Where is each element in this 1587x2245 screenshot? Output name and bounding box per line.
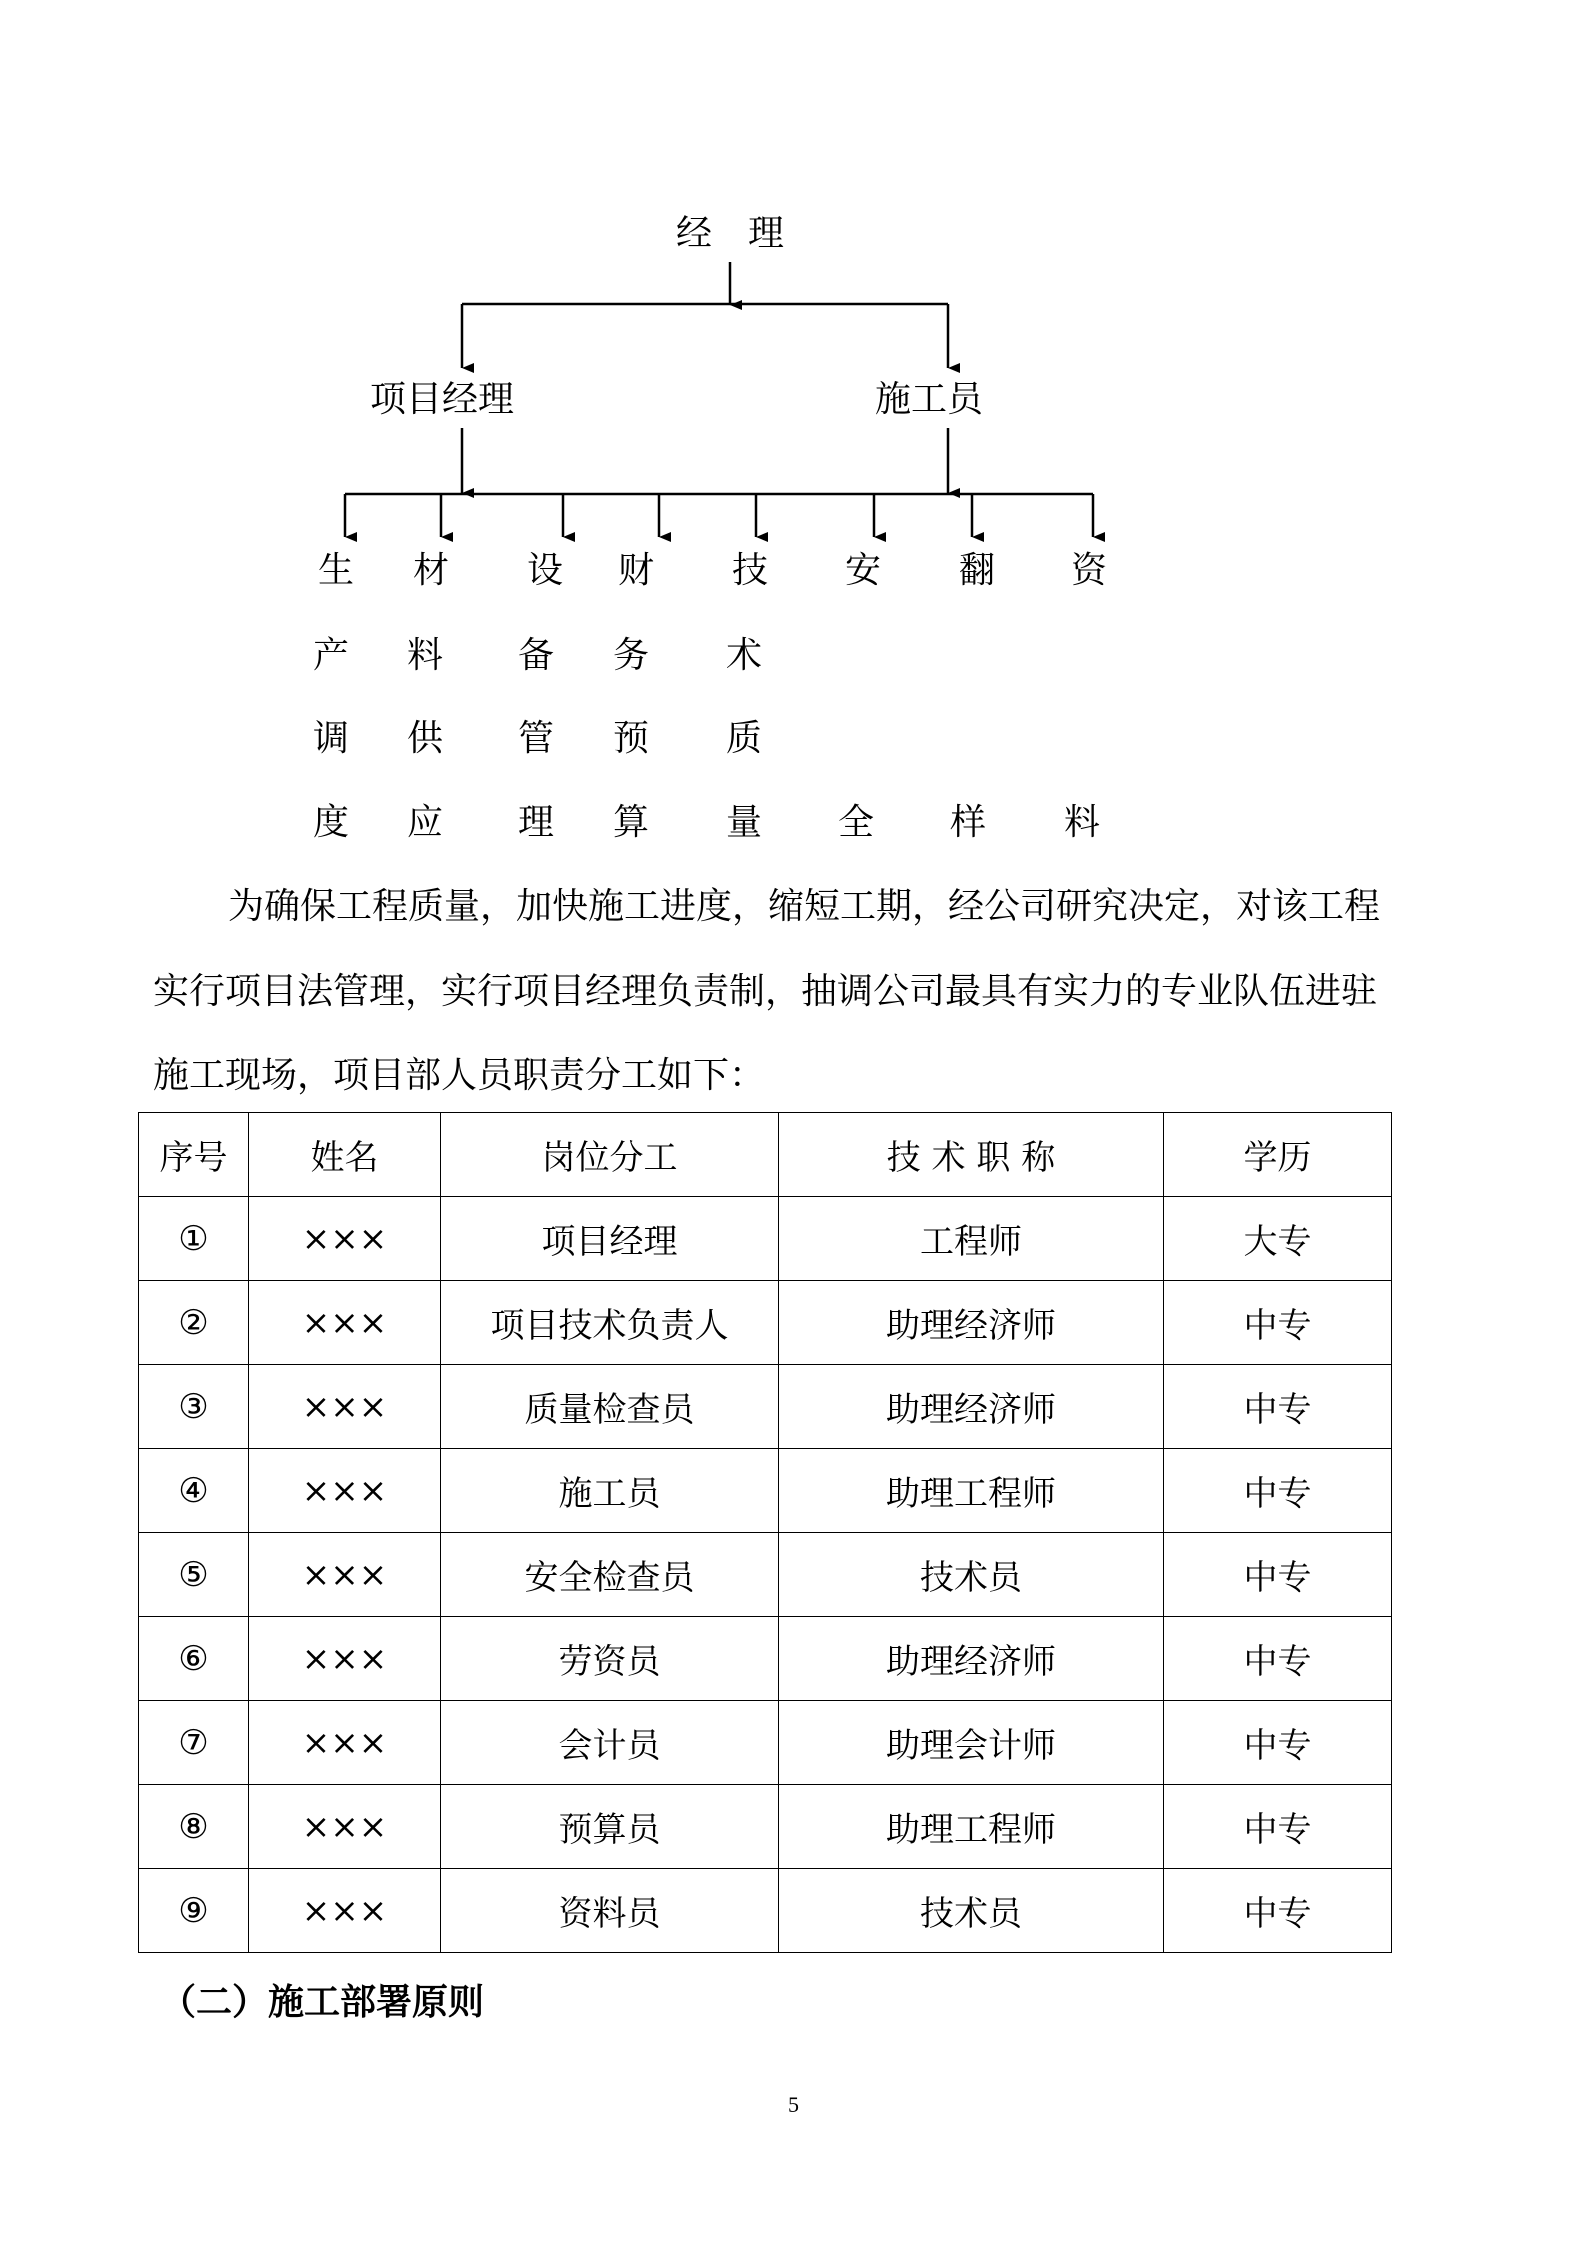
cell-title: 技术员 (779, 1533, 1164, 1617)
cell-name: ××× (249, 1449, 441, 1533)
table-row (139, 1617, 1392, 1701)
cell-role: 预算员 (441, 1785, 779, 1869)
cell-education: 中专 (1164, 1533, 1392, 1617)
header-cell: 姓名 (249, 1113, 441, 1197)
dept-materials-char: 供 (406, 718, 443, 759)
cell-education: 中专 (1164, 1869, 1392, 1953)
cell-education: 大专 (1164, 1197, 1392, 1281)
dept-finance-char: 预 (612, 718, 649, 759)
dept-materials-char: 材 (412, 550, 449, 591)
cell-title: 助理工程师 (779, 1449, 1164, 1533)
org-project-manager: 项目经理 (370, 379, 515, 420)
cell-name: ××× (249, 1365, 441, 1449)
dept-safety-char: 全 (837, 802, 874, 843)
dept-technical-char: 量 (725, 802, 762, 843)
dept-finance-char: 务 (612, 635, 649, 676)
dept-technical-char: 技 (731, 550, 768, 591)
cell-name: ××× (249, 1701, 441, 1785)
cell-name: ××× (249, 1533, 441, 1617)
dept-finance-char: 算 (612, 802, 649, 843)
table-row (139, 1449, 1392, 1533)
dept-materials-char: 应 (406, 802, 443, 843)
dept-equipment-char: 设 (526, 550, 563, 591)
cell-seq: ⑤ (139, 1533, 249, 1617)
dept-safety-char: 安 (844, 550, 881, 591)
cell-name: ××× (249, 1617, 441, 1701)
org-chart-connectors (0, 0, 1587, 900)
org-construction-officer: 施工员 (875, 379, 984, 420)
staff-table (138, 1112, 1392, 1953)
table-header-row (139, 1113, 1392, 1197)
cell-name: ××× (249, 1869, 441, 1953)
dept-records-char: 料 (1063, 802, 1100, 843)
cell-title: 工程师 (779, 1197, 1164, 1281)
cell-seq: ⑧ (139, 1785, 249, 1869)
dept-technical-char: 质 (725, 718, 762, 759)
paragraph-line-2: 实行项目法管理，实行项目经理负责制，抽调公司最具有实力的专业队伍进驻 (153, 971, 1378, 1012)
table-row (139, 1785, 1392, 1869)
table-row (139, 1701, 1392, 1785)
cell-role: 项目经理 (441, 1197, 779, 1281)
cell-seq: ② (139, 1281, 249, 1365)
table-row (139, 1281, 1392, 1365)
header-cell: 技 术 职 称 (779, 1113, 1164, 1197)
dept-production-char: 生 (317, 550, 354, 591)
dept-production-char: 调 (312, 718, 349, 759)
dept-layout-char: 样 (949, 802, 986, 843)
cell-seq: ⑨ (139, 1869, 249, 1953)
cell-education: 中专 (1164, 1449, 1392, 1533)
table-row (139, 1197, 1392, 1281)
cell-seq: ⑥ (139, 1617, 249, 1701)
cell-role: 质量检查员 (441, 1365, 779, 1449)
dept-finance-char: 财 (617, 550, 654, 591)
org-top-manager: 经 理 (676, 213, 785, 254)
cell-title: 技术员 (779, 1869, 1164, 1953)
cell-name: ××× (249, 1785, 441, 1869)
cell-seq: ④ (139, 1449, 249, 1533)
cell-title: 助理经济师 (779, 1617, 1164, 1701)
table-row (139, 1365, 1392, 1449)
cell-title: 助理经济师 (779, 1281, 1164, 1365)
dept-equipment-char: 理 (517, 802, 554, 843)
dept-equipment-char: 管 (517, 718, 554, 759)
dept-equipment-char: 备 (517, 635, 554, 676)
header-cell: 岗位分工 (441, 1113, 779, 1197)
cell-title: 助理经济师 (779, 1365, 1164, 1449)
cell-role: 会计员 (441, 1701, 779, 1785)
header-cell: 学历 (1164, 1113, 1392, 1197)
table-row (139, 1533, 1392, 1617)
dept-layout-char: 翻 (958, 550, 995, 591)
cell-role: 安全检查员 (441, 1533, 779, 1617)
paragraph-line-3: 施工现场，项目部人员职责分工如下： (153, 1055, 766, 1096)
cell-education: 中专 (1164, 1701, 1392, 1785)
cell-education: 中专 (1164, 1617, 1392, 1701)
table-row (139, 1869, 1392, 1953)
cell-name: ××× (249, 1197, 441, 1281)
cell-seq: ① (139, 1197, 249, 1281)
cell-role: 项目技术负责人 (441, 1281, 779, 1365)
dept-production-char: 度 (312, 802, 349, 843)
dept-materials-char: 料 (406, 635, 443, 676)
section-heading: （二）施工部署原则 (160, 1982, 485, 2023)
cell-name: ××× (249, 1281, 441, 1365)
header-cell: 序号 (139, 1113, 249, 1197)
cell-title: 助理工程师 (779, 1785, 1164, 1869)
dept-records-char: 资 (1070, 550, 1107, 591)
cell-role: 劳资员 (441, 1617, 779, 1701)
paragraph-line-1: 为确保工程质量，加快施工进度，缩短工期，经公司研究决定，对该工程 (228, 886, 1381, 927)
dept-technical-char: 术 (725, 635, 762, 676)
cell-seq: ③ (139, 1365, 249, 1449)
cell-role: 资料员 (441, 1869, 779, 1953)
cell-title: 助理会计师 (779, 1701, 1164, 1785)
page-number: 5 (788, 2092, 799, 2117)
cell-education: 中专 (1164, 1281, 1392, 1365)
cell-seq: ⑦ (139, 1701, 249, 1785)
dept-production-char: 产 (312, 635, 349, 676)
cell-education: 中专 (1164, 1785, 1392, 1869)
cell-education: 中专 (1164, 1365, 1392, 1449)
cell-role: 施工员 (441, 1449, 779, 1533)
